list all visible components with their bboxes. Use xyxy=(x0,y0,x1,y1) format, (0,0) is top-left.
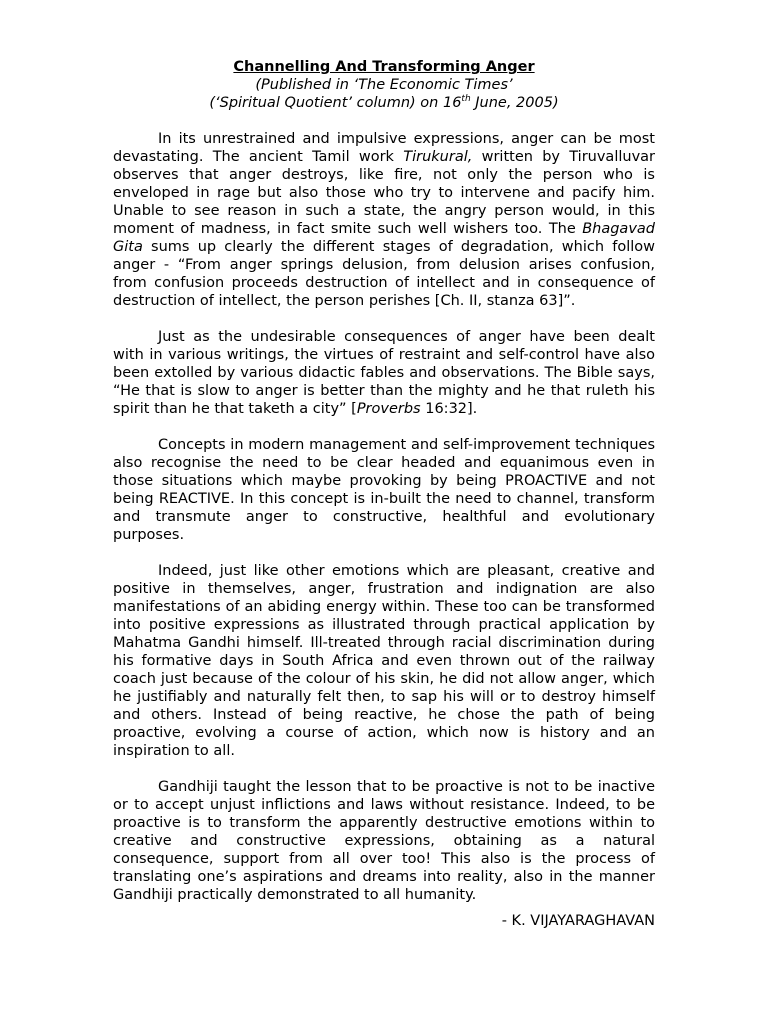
article-body xyxy=(113,130,655,904)
column-note-date: June, 2005) xyxy=(470,95,559,111)
paragraph-2-text-b: 16:32]. xyxy=(420,401,478,417)
publication-note: (Published in ‘The Economic Times’ xyxy=(255,77,513,93)
paragraph-1 xyxy=(113,130,655,310)
paragraph-1-text-a: In its unrestrained and impulsive expressions, anger can be most devastating. The ancient Tamil work xyxy=(113,131,655,165)
paragraph-5: Gandhiji taught the lesson that to be proactive is not to be inactive or to accept unjust inflictions and laws without resistance. Indeed, to be proactive is to transform the apparently destructive emotions within to creative and constructive expressions, obtaining as a natural consequence, support from all over too! This also is the process of translating one’s aspirations and dreams into reality, also in the manner Gandhiji practically demonstrated to all humanity. xyxy=(113,779,655,903)
paragraph-4: Indeed, just like other emotions which are pleasant, creative and positive in themselves, anger, frustration and indignation are also manifestations of an abiding energy within. These too can be transformed into positive expressions as illustrated through practical application by Mahatma Gandhi himself. Ill-treated through racial discrimination during his formative days in South Africa and even thrown out of the railway coach just because of the colour of his skin, he did not allow anger, which he justifiably and naturally felt then, to sap his will or to destroy himself and others. Instead of being reactive, he chose the path of being proactive, evolving a course of action, which now is history and an inspiration to all. xyxy=(113,563,655,759)
column-note-text: (‘Spiritual Quotient’ column) on 16 xyxy=(209,95,462,111)
tirukural-title: Tirukural, xyxy=(403,149,473,165)
gita-title: Bhagavad Gita xyxy=(113,221,655,255)
paragraph-2 xyxy=(113,328,655,418)
date-ordinal: th xyxy=(461,94,471,105)
author-signature: - K. VIJAYARAGHAVAN xyxy=(501,913,655,929)
paragraph-2-text-a: Just as the undesirable consequences of anger have been dealt with in various writings, the virtues of restraint and self-control have also been extolled by various didactic fables and observations. The Bible says, “He that is slow to anger is better than the mighty and he that ruleth his spirit than he that taketh a city” [ xyxy=(113,329,655,417)
page-title: Channelling And Transforming Anger xyxy=(233,59,535,75)
paragraph-1-text-c: sums up clearly the different stages of degradation, which follow anger - “From anger springs delusion, from delusion arises confusion, from confusion proceeds destruction of intellect and in consequence of destruction of intellect, the person perishes [Ch. II, stanza 63]”. xyxy=(113,239,655,309)
proverbs-ref: Proverbs xyxy=(356,401,421,417)
column-note xyxy=(113,94,655,112)
paragraph-1-text-b: written by Tiruvalluvar observes that anger destroys, like fire, not only the person who is enveloped in rage but also those who try to intervene and pacify him. Unable to see reason in such a state, the angry person would, in this moment of madness, in fact smite such well wishers too. The xyxy=(113,149,655,237)
header xyxy=(113,58,655,112)
paragraph-3: Concepts in modern management and self-improvement techniques also recognise the need to be clear headed and equanimous even in those situations which maybe provoking by being PROACTIVE and not being REACTIVE. In this concept is in-built the need to channel, transform and transmute anger to constructive, healthful and evolutionary purposes. xyxy=(113,437,655,543)
document-page xyxy=(113,58,655,930)
